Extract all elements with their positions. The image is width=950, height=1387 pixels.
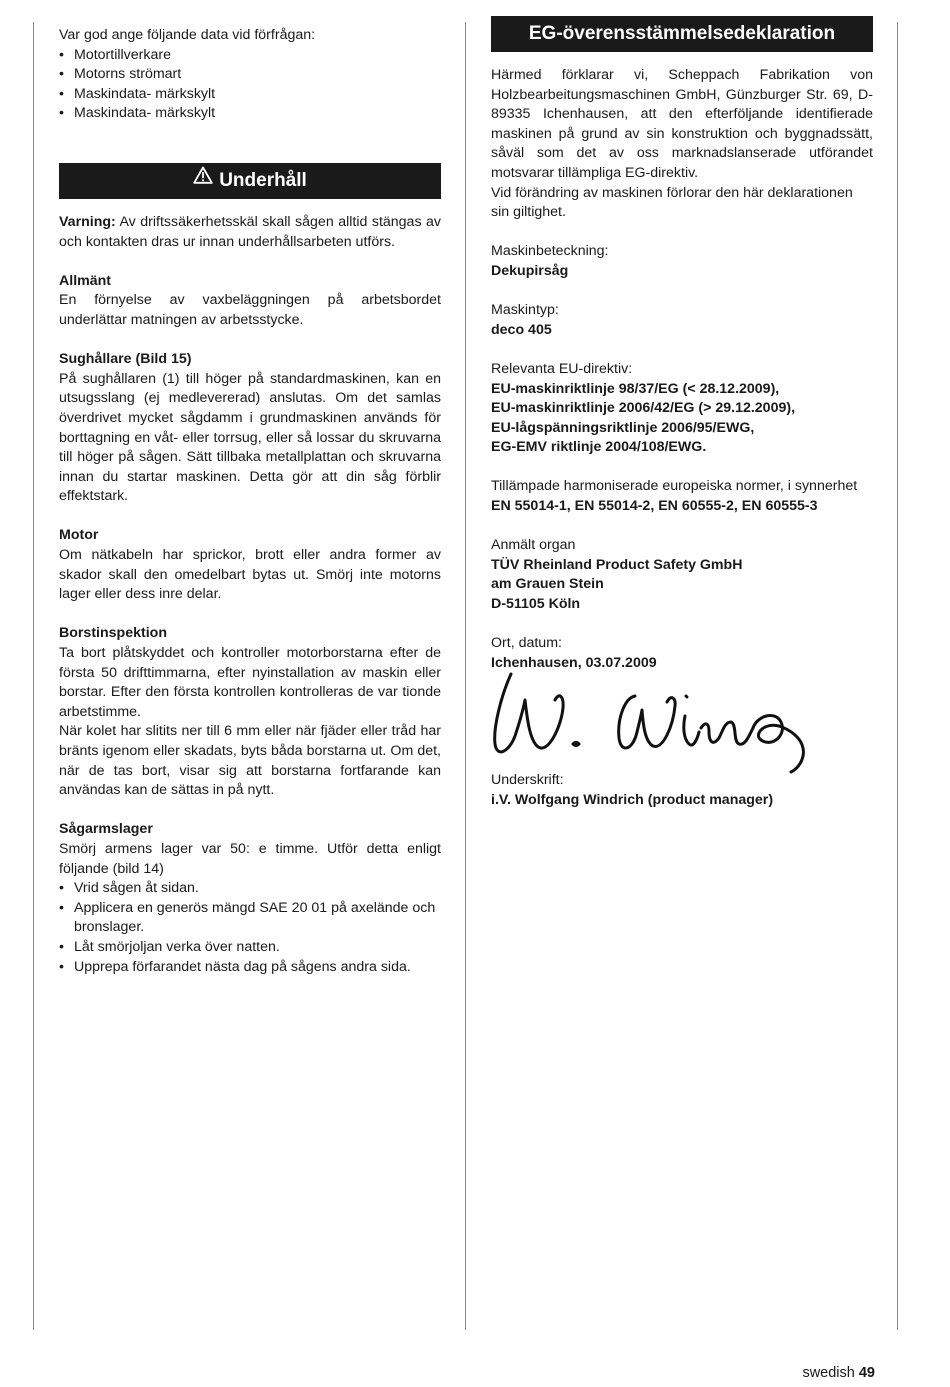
- list-item: • Vrid sågen åt sidan.: [59, 879, 441, 899]
- list-item: • Motortillverkare: [59, 46, 441, 66]
- type-value: deco 405: [491, 321, 552, 338]
- section-title: Underhåll: [219, 169, 307, 191]
- heading-borstinspektion: Borstinspektion: [59, 625, 167, 642]
- maintenance-banner: [59, 163, 441, 199]
- page-number: 49: [858, 1365, 875, 1381]
- warning-label: Varning:: [59, 213, 116, 230]
- place-date-value: Ichenhausen, 03.07.2009: [491, 654, 657, 671]
- heading-allmant: Allmänt: [59, 272, 112, 289]
- warning-paragraph: [59, 213, 441, 252]
- left-margin-rule: [33, 22, 34, 1330]
- sagarm-text: Smörj armens lager var 50: e timme. Utför detta enligt följande (bild 14): [59, 840, 441, 877]
- intro-text: Var god ange följande data vid förfrågan:: [59, 27, 316, 43]
- intro-list: [59, 46, 441, 124]
- directive-item: EU-lågspänningsriktlinje 2006/95/EWG,: [491, 419, 755, 436]
- declaration-banner: EG-överensstämmelsedeklaration: [491, 16, 873, 52]
- borst-text-2: När kolet har slitits ner till 6 mm eller när fjäder eller tråd har bränts igenom eller skadats, byts båda borstarna ut. Om det, när de tas bort, visar sig att borstarna fortfarande kan användas kan de sättas in på nytt.: [59, 723, 441, 799]
- type-label: Maskintyp:: [491, 302, 559, 319]
- handwritten-signature: [487, 666, 817, 776]
- signature-label: Underskrift:: [491, 772, 564, 789]
- signatory-name: i.V. Wolfgang Windrich (product manager): [491, 792, 774, 808]
- notified-body-line: am Grauen Stein: [491, 576, 604, 593]
- left-column: [59, 26, 441, 977]
- allmant-text: En förnyelse av vaxbeläggningen på arbetsbordet underlättar matningen av arbetsstycke.: [59, 292, 441, 328]
- heading-sughallare: Sughållare (Bild 15): [59, 351, 192, 368]
- heading-sagarmslager: Sågarmslager: [59, 821, 153, 838]
- directive-item: EU-maskinriktlinje 2006/42/EG (> 29.12.2009),: [491, 400, 796, 417]
- place-date-label: Ort, datum:: [491, 635, 562, 652]
- sagarm-list: [59, 879, 441, 977]
- notified-body-label: Anmält organ: [491, 537, 576, 554]
- borst-text-1: Ta bort plåtskyddet och kontroller motorborstarna efter de första 50 drifttimmarna, efter nyinstallation av maskin eller borstar. Efter den första kontrollen kontrolleras de var tionde arbetstimme.: [59, 645, 441, 720]
- norms-value: EN 55014-1, EN 55014-2, EN 60555-2, EN 60555-3: [491, 498, 818, 515]
- page-footer: [802, 1364, 875, 1384]
- notified-body-line: D-51105 Köln: [491, 596, 581, 613]
- designation-label: Maskinbeteckning:: [491, 243, 609, 260]
- designation-value: Dekupirsåg: [491, 262, 569, 279]
- column-divider: [465, 22, 466, 1330]
- declaration-validity: Vid förändring av maskinen förlorar den här deklarationen sin giltighet.: [491, 184, 853, 221]
- directive-item: EU-maskinriktlinje 98/37/EG (< 28.12.2009),: [491, 380, 780, 397]
- motor-text: Om nätkabeln har sprickor, brott eller andra former av skador skall den omedelbart bytas ut. Smörj inte motorns lager eller dess inre delar.: [59, 547, 441, 603]
- footer-language: swedish: [802, 1365, 855, 1381]
- heading-motor: Motor: [59, 527, 99, 544]
- list-item: • Motorns strömart: [59, 65, 441, 85]
- notified-body-line: TÜV Rheinland Product Safety GmbH: [491, 556, 743, 573]
- list-item: • Maskindata- märkskylt: [59, 104, 441, 124]
- declaration-intro: Härmed förklarar vi, Scheppach Fabrikation von Holzbearbeitungsmaschinen GmbH, Günzburger Str. 69, D-89335 Ichenhausen, att den efterföljande identifierade maskinen på grund av sin konstruktion och byggnadssätt, såväl som det av oss marknadslanserade utförandet motsvarar tillämpliga EG-direktiv.: [491, 67, 873, 181]
- directives-label: Relevanta EU-direktiv:: [491, 360, 633, 377]
- list-item: • Låt smörjoljan verka över natten.: [59, 938, 441, 958]
- norms-label: Tillämpade harmoniserade europeiska normer, i synnerhet: [491, 478, 858, 495]
- sughallare-text: På sughållaren (1) till höger på standardmaskinen, kan en utsugsslang (ej medlevererad) anslutas. Om det samlas överdrivet mycket sågdamm i grundmaskinen används för borttagning en våt- eller torrsug, eller så lossar du skruvarna till höger på sågen. Sätt tillbaka metallplattan och skruvarna innan du startar maskinen. Detta gör att din såg förblir effektstark.: [59, 370, 441, 505]
- list-item: • Maskindata- märkskylt: [59, 85, 441, 105]
- warning-text: Av driftssäkerhetsskäl skall sågen alltid stängas av och kontakten dras ur innan underhållsarbeten utförs.: [59, 213, 441, 250]
- list-item: • Upprepa förfarandet nästa dag på sågens andra sida.: [59, 958, 441, 978]
- list-item: • Applicera en generös mängd SAE 20 01 på axelände och bronslager.: [59, 899, 441, 938]
- right-margin-rule: [897, 22, 898, 1330]
- warning-triangle-icon: [193, 161, 213, 197]
- directive-item: EG-EMV riktlinje 2004/108/EWG.: [491, 439, 707, 456]
